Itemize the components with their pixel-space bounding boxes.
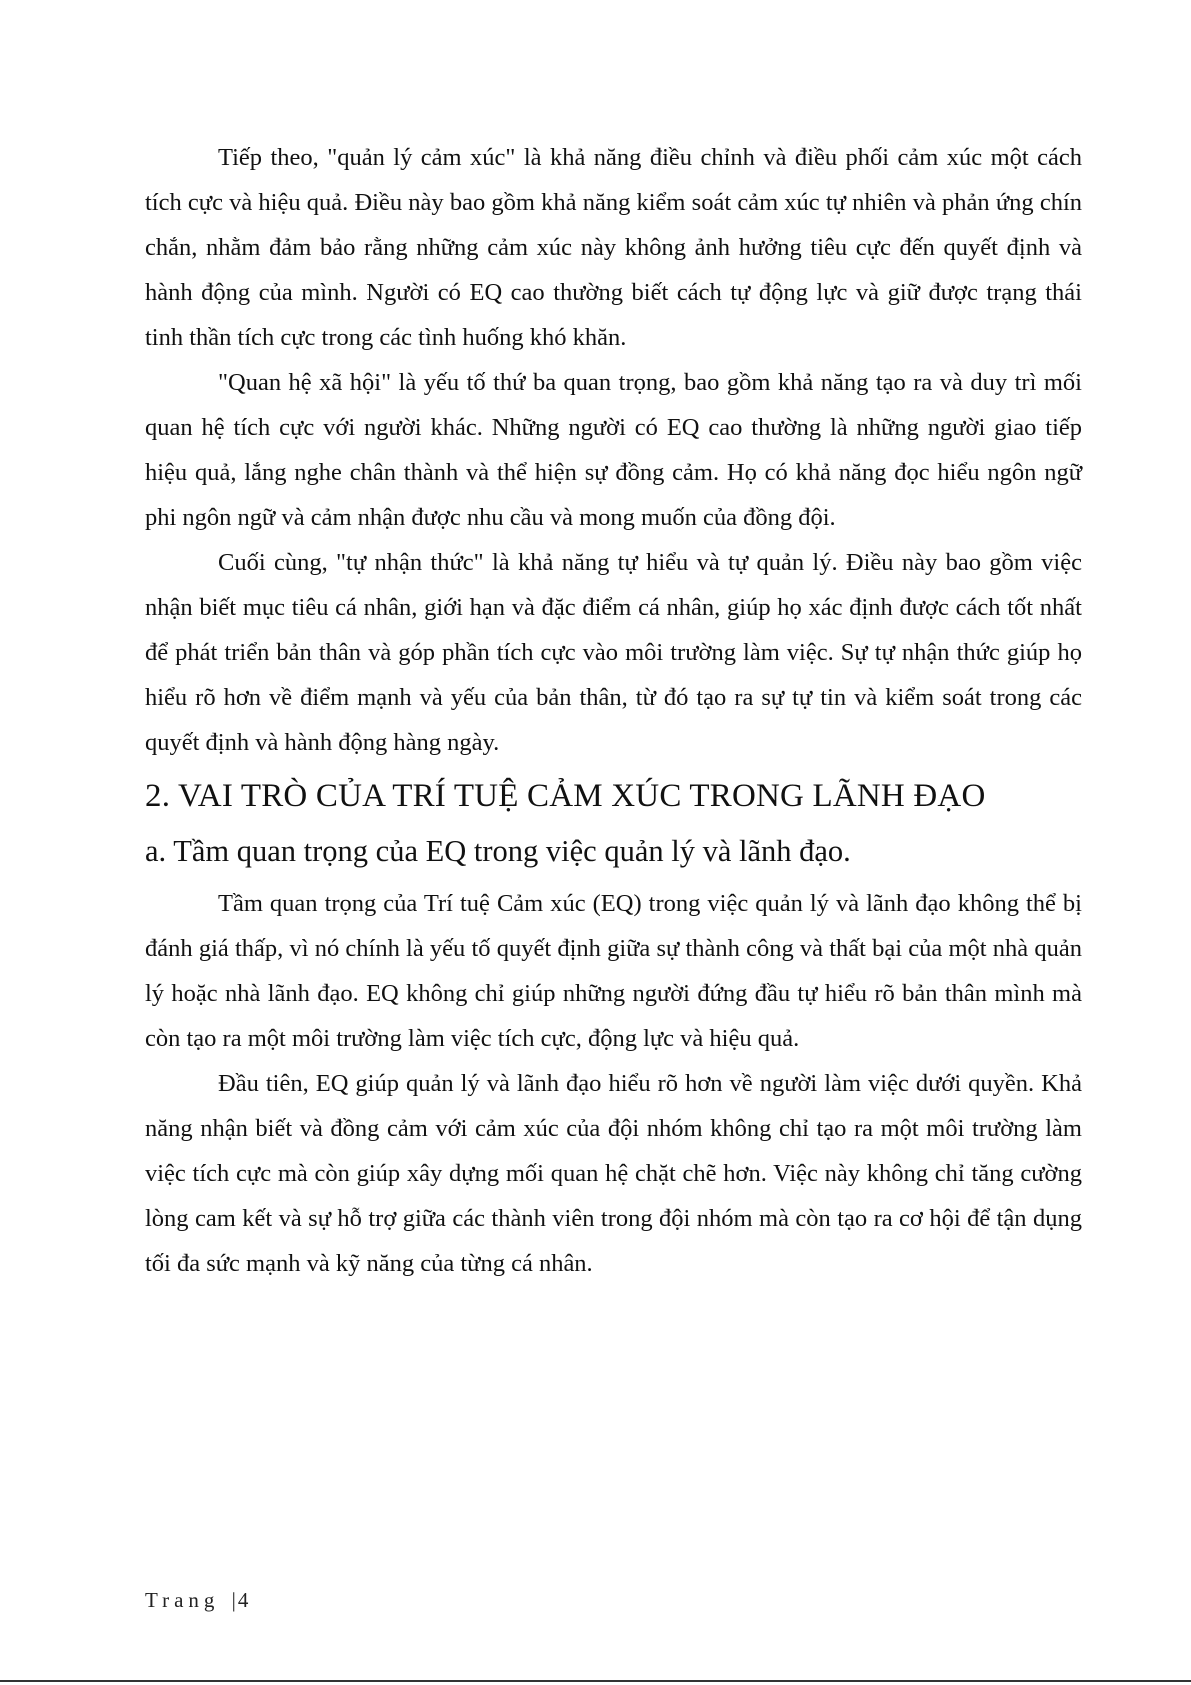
bottom-divider [0, 1680, 1191, 1682]
paragraph-eq-importance: Tầm quan trọng của Trí tuệ Cảm xúc (EQ) trong việc quản lý và lãnh đạo không thể bị đánh giá thấp, vì nó chính là yếu tố quyết định giữa sự thành công và thất bại của một nhà quản lý hoặc nhà lãnh đạo. EQ không chỉ giúp những người đứng đầu tự hiểu rõ bản thân mình mà còn tạo ra một môi trường làm việc tích cực, động lực và hiệu quả. [145, 890, 1082, 1052]
footer-separator: | [231, 1588, 236, 1612]
section-heading: 2. VAI TRÒ CỦA TRÍ TUỆ CẢM XÚC TRONG LÃNH ĐẠO [145, 778, 986, 814]
subsection-heading: a. Tầm quan trọng của EQ trong việc quản lý và lãnh đạo. [145, 834, 851, 868]
footer-label: Trang [145, 1588, 220, 1612]
paragraph-self-awareness: Cuối cùng, "tự nhận thức" là khả năng tự hiểu và tự quản lý. Điều này bao gồm việc nhận biết mục tiêu cá nhân, giới hạn và đặc điểm cá nhân, giúp họ xác định được cách tốt nhất để phát triển bản thân và góp phần tích cực vào môi trường làm việc. Sự tự nhận thức giúp họ hiểu rõ hơn về điểm mạnh và yếu của bản thân, từ đó tạo ra sự tự tin và kiểm soát trong các quyết định và hành động hàng ngày. [145, 549, 1082, 756]
document-page [145, 135, 1082, 1286]
paragraph-eq-understanding: Đầu tiên, EQ giúp quản lý và lãnh đạo hiểu rõ hơn về người làm việc dưới quyền. Khả năng nhận biết và đồng cảm với cảm xúc của đội nhóm không chỉ tạo ra một môi trường làm việc tích cực mà còn giúp xây dựng mối quan hệ chặt chẽ hơn. Việc này không chỉ tăng cường lòng cam kết và sự hỗ trợ giữa các thành viên trong đội nhóm mà còn tạo ra cơ hội để tận dụng tối đa sức mạnh và kỹ năng của từng cá nhân. [145, 1070, 1082, 1277]
paragraph-social-relations: "Quan hệ xã hội" là yếu tố thứ ba quan trọng, bao gồm khả năng tạo ra và duy trì mối quan hệ tích cực với người khác. Những người có EQ cao thường là những người giao tiếp hiệu quả, lắng nghe chân thành và thể hiện sự đồng cảm. Họ có khả năng đọc hiểu ngôn ngữ phi ngôn ngữ và cảm nhận được nhu cầu và mong muốn của đồng đội. [145, 369, 1082, 531]
paragraph-emotion-management: Tiếp theo, "quản lý cảm xúc" là khả năng điều chỉnh và điều phối cảm xúc một cách tích cực và hiệu quả. Điều này bao gồm khả năng kiểm soát cảm xúc tự nhiên và phản ứng chín chắn, nhằm đảm bảo rằng những cảm xúc này không ảnh hưởng tiêu cực đến quyết định và hành động của mình. Người có EQ cao thường biết cách tự động lực và giữ được trạng thái tinh thần tích cực trong các tình huống khó khăn. [145, 144, 1082, 351]
page-footer [145, 1585, 253, 1615]
page-number: 4 [237, 1588, 254, 1612]
